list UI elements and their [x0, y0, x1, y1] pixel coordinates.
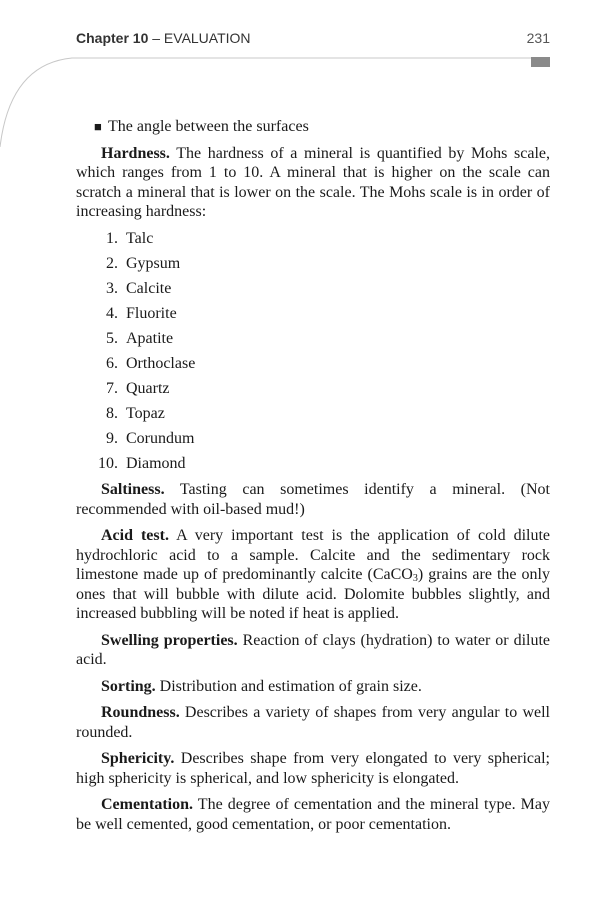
- roundness-paragraph: Roundness. Describes a variety of shapes from very angular to well rounded.: [76, 704, 550, 741]
- saltiness-term: Saltiness.: [101, 481, 165, 498]
- list-item: 9. Corundum: [106, 429, 195, 447]
- bullet-item: ■ The angle between the surfaces: [94, 118, 309, 135]
- hardness-term: Hardness.: [101, 144, 170, 162]
- page-header: [76, 30, 550, 50]
- cementation-paragraph: Cementation. The degree of cementation and the mineral type. May be well cemented, good cementation, or poor cementation.: [76, 796, 550, 833]
- cementation-term: Cementation.: [101, 796, 193, 813]
- list-item: 8. Topaz: [106, 404, 165, 422]
- list-item: 3. Calcite: [106, 279, 172, 297]
- sphericity-paragraph: Sphericity. Describes shape from very elongated to very spherical; high sphericity is spherical, and low sphericity is elongated.: [76, 750, 550, 787]
- acid-test-term: Acid test.: [101, 527, 169, 544]
- list-item: 6. Orthoclase: [106, 354, 196, 372]
- hardness-paragraph: Hardness. The hardness of a mineral is quantified by Mohs scale, which ranges from 1 to 10. A mineral that is higher on the scale can scratch a mineral that is lower on the scale. The Mohs scale is in order of increasing hardness:: [76, 144, 550, 220]
- list-item: 5. Apatite: [106, 329, 174, 347]
- page-marker-block: [531, 57, 550, 67]
- page-number: 231: [526, 30, 550, 46]
- list-item: 1. Talc: [106, 229, 154, 247]
- swelling-term: Swelling properties.: [101, 631, 238, 649]
- list-item: 7. Quartz: [106, 379, 170, 397]
- list-item: 10. Diamond: [98, 454, 186, 472]
- sorting-paragraph: Sorting. Distribution and estimation of grain size.: [101, 677, 422, 695]
- sorting-term: Sorting.: [101, 677, 156, 695]
- page-body: [76, 117, 550, 841]
- chapter-heading: [76, 30, 251, 46]
- swelling-paragraph: Swelling properties. Reaction of clays (hydration) to water or dilute acid.: [76, 631, 551, 668]
- saltiness-paragraph: Saltiness. Tasting can sometimes identify a mineral. (Not recommended with oil-based mud!): [76, 481, 550, 518]
- list-item: 4. Fluorite: [106, 304, 177, 322]
- acid-test-paragraph: Acid test. A very important test is the application of cold dilute hydrochloric acid to a sample. Calcite and the sedimentary rock limestone made up of predominantly calcite (CaCO$_3$) grains are the only ones that will bubble with dilute acid. Dolomite bubbles slightly, and increased bubbling will be noted if heat is applied.: [76, 527, 551, 622]
- bullet-icon: ■: [94, 119, 102, 134]
- chapter-number: Chapter 10: [76, 30, 149, 46]
- sphericity-term: Sphericity.: [101, 750, 175, 767]
- roundness-term: Roundness.: [101, 704, 180, 721]
- list-item: 2. Gypsum: [106, 254, 181, 272]
- chapter-title: – EVALUATION: [152, 30, 251, 46]
- mohs-scale-list: [76, 229, 550, 474]
